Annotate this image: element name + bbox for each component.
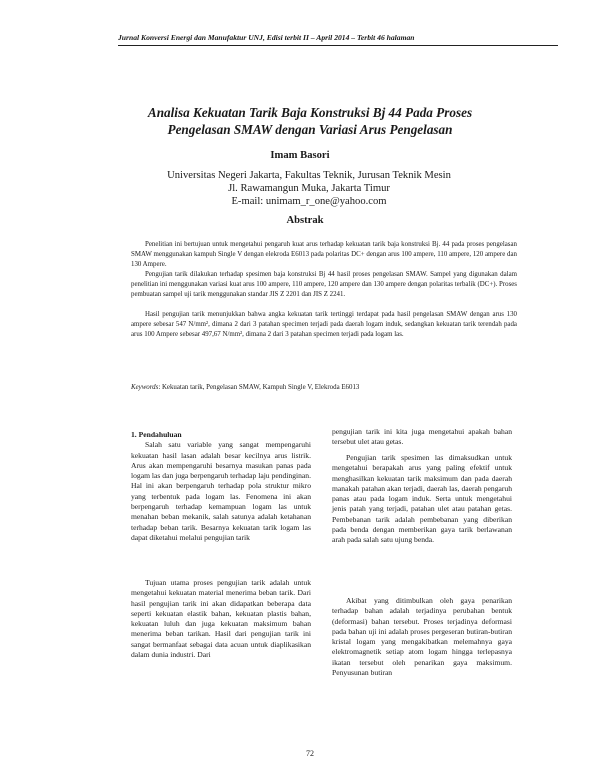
left-column-section-1 <box>131 430 311 543</box>
keywords-text: : Kekuatan tarik, Pengelasan SMAW, Kampuh Single V, Elekroda E6013 <box>158 384 360 391</box>
body-paragraph-text: Akibat yang ditimbulkan oleh gaya penarikan terhadap bahan adalah terjadinya perubahan bentuk (deformasi) bahan tersebut. Proses terjadinya deformasi pada bahan uji ini adalah proses pergeseran butiran-butiran kristal logam yang mengakibatkan melemahnya gaya elektromagnetik setiap atom logam hingga terlepasnya ikatan tersebut oleh penarikan gaya maksimum. Penyusunan butiran <box>332 596 512 678</box>
author-name: Imam Basori <box>270 150 330 161</box>
affiliation-line-2: Jl. Rawamangun Muka, Jakarta Timur <box>228 183 390 194</box>
abstract-heading: Abstrak <box>286 215 324 226</box>
body-paragraph-text: Salah satu variable yang sangat mempengaruhi kekuatan hasil lasan adalah besar kecilnya arus listrik. Arus akan mempengaruhi besarnya masukan panas pada logam las dan juga berpengaruh terhadap laju pendinginan. Hal ini akan berpengaruh terhadap pola struktur mikro yang terbentuk pada logam las. Fenomena ini akan berpengaruh terhadap kemampuan logam las untuk menahan beban mekanik, salah satunya adalah ketahanan terhadap beban tarik. Besarnya kekuatan tarik logam las dapat diketahui melalui pengujian tarik <box>131 440 311 542</box>
page-number: 72 <box>306 749 314 758</box>
journal-header: Jurnal Konversi Energi dan Manufaktur UNJ, Edisi terbit II – April 2014 – Terbit 46 halaman <box>118 33 415 42</box>
body-paragraph-text: Tujuan utama proses pengujian tarik adalah untuk mengetahui kekuatan material menerima beban tarik. Dari hasil pengujian tarik ini akan didapatkan beberapa data seperti kekuatan elastik bahan, kekuatan plastis bahan, kekuatan luluh dan juga kekuatan maksimum bahan menerima beban tarikan. Hasil dari pengujian tarik ini sangat bermanfaat sebagai data acuan untuk diaplikasikan dalam dunia industri. Dari <box>131 578 311 660</box>
abstract-paragraph-1 <box>131 240 517 270</box>
paper-title-line-2: Pengelasan SMAW dengan Variasi Arus Pengelasan <box>167 122 453 137</box>
body-paragraph-text: Pengujian tarik spesimen las dimaksudkan untuk mengetahui berapakah arus yang paling efektif untuk menghasilkan kekuatan tarik maksimum dan pada daerah manakah patahan akan terjadi, daerah las, daerah pengaruh panas atau pada logam induk. Serta untuk mengetahui jenis patah yang terjadi, patahan ulet atau patahan getas. Pembebanan tarik adalah pembebanan yang diberikan pada benda dengan memberikan gaya tarik berlawanan arah pada salah satu ujung benda. <box>332 453 512 545</box>
abstract-paragraph-2-text: Pengujian tarik dilakukan terhadap spesimen baja konstruksi Bj 44 hasil proses pengelasan SMAW. Sampel yang digunakan dalam penelitian ini menggunakan variasi kuat arus 100 ampere, 110 ampere, 120 ampere dan 130 ampere dengan polaritas terbalik (DC+). Proses pembuatan sampel uji tarik menggunakan standar JIS Z 2201 dan JIS Z 2241. <box>131 271 517 298</box>
affiliation-line-1: Universitas Negeri Jakarta, Fakultas Teknik, Jurusan Teknik Mesin <box>167 170 451 181</box>
right-column-paragraph-2 <box>332 453 512 546</box>
section-heading-pendahuluan: 1. Pendahuluan <box>131 430 182 439</box>
body-paragraph <box>131 440 311 543</box>
paper-title-line-1: Analisa Kekuatan Tarik Baja Konstruksi Bj 44 Pada Proses <box>147 105 473 120</box>
abstract-paragraph-3-text: Hasil pengujian tarik menunjukkan bahwa angka kekuatan tarik tertinggi terdapat pada hasil pengelasan SMAW dengan arus 130 ampere sebesar 547 N/mm², dimana 2 dari 3 patahan specimen terjadi pada daerah logam induk, sedangkan kekuatan tarik terendah pada arus 100 Ampere sebesar 497,67 N/mm², dimana 2 dari 3 patahan specimen terjadi pada logam las. <box>131 311 517 338</box>
body-paragraph-text: pengujian tarik ini kita juga mengetahui apakah bahan tersebut ulet atau getas. <box>332 427 512 447</box>
left-column-paragraph-2 <box>131 578 311 660</box>
header-rule <box>118 45 558 46</box>
affiliation-email: E-mail: unimam_r_one@yahoo.com <box>231 196 387 207</box>
right-column-paragraph-1 <box>332 427 512 448</box>
abstract-paragraph-1-text: Penelitian ini bertujuan untuk mengetahui pengaruh kuat arus terhadap kekuatan tarik baja konstruksi Bj. 44 pada proses pengelasan SMAW menggunakan kampuh Single V dengan elekroda E6013 pada polaritas DC+ dengan arus 100 ampere, 110 ampere, 120 ampere dan 130 Ampere. <box>131 241 517 268</box>
keywords <box>131 384 521 391</box>
keywords-label: Keywords <box>131 384 159 391</box>
abstract-paragraph-3 <box>131 310 517 340</box>
abstract-paragraph-2 <box>131 270 517 300</box>
right-column-paragraph-3 <box>332 596 512 678</box>
